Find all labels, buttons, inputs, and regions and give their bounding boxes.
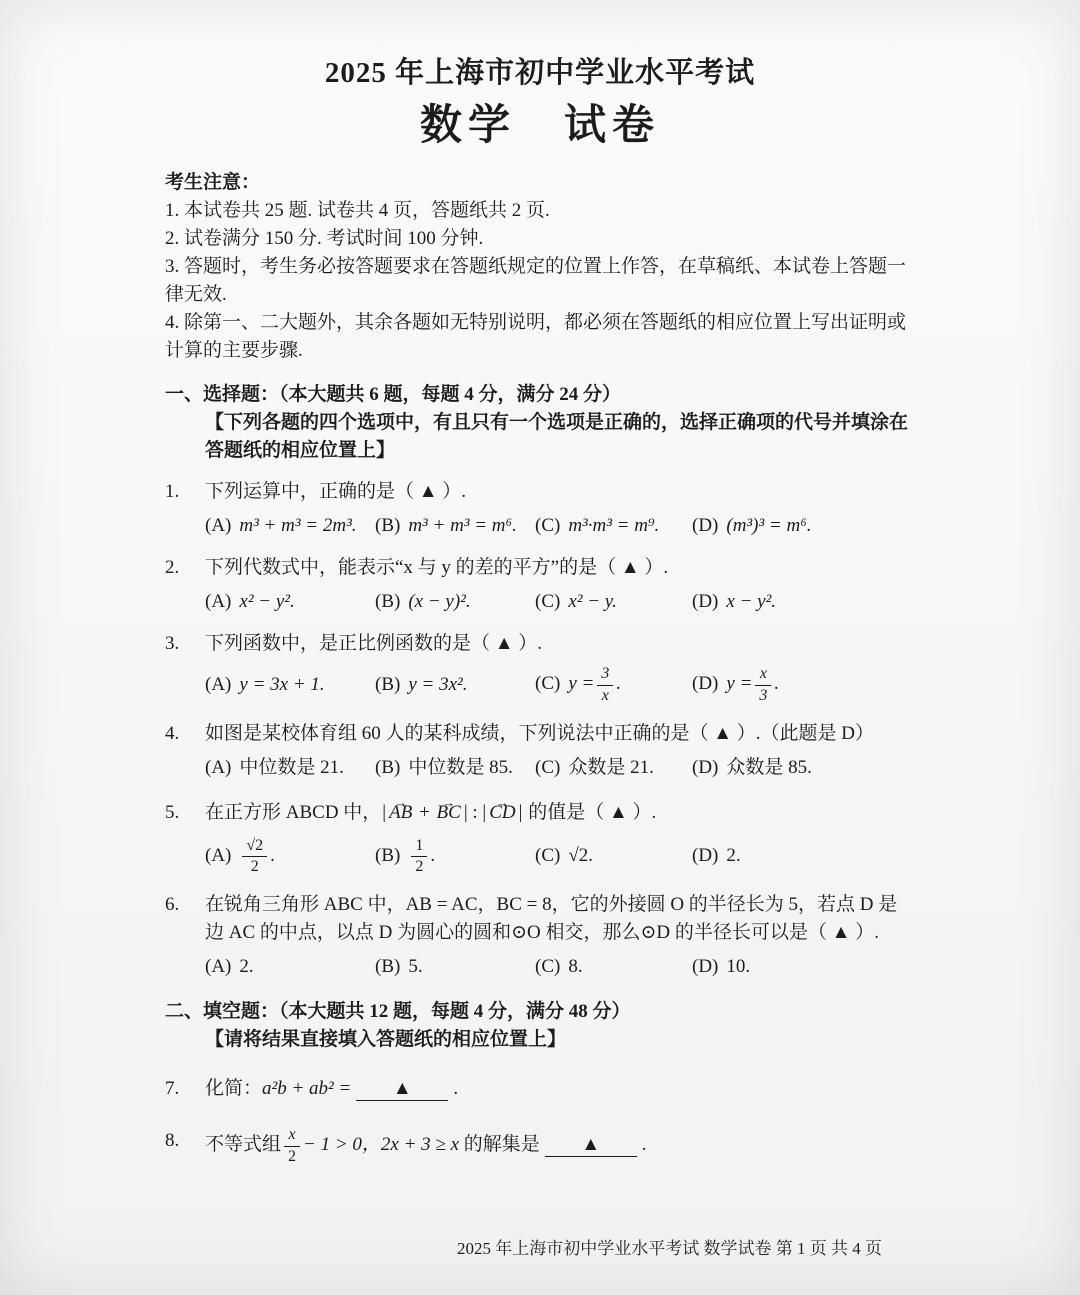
option-c	[535, 953, 692, 981]
option-label: (A)	[205, 756, 232, 778]
option-d	[692, 512, 915, 540]
math-expression: a²b + ab² =	[262, 1078, 352, 1100]
question-3-stem	[165, 630, 915, 658]
section-two-note: 【请将结果直接填入答题纸的相应位置上】	[205, 1029, 567, 1051]
fraction	[411, 837, 427, 877]
option-label: (C)	[535, 515, 561, 536]
option-label: (A)	[205, 844, 232, 866]
option-content	[568, 665, 622, 704]
question-1-options	[165, 511, 915, 541]
question-5-stem	[165, 796, 915, 830]
question-4-options	[165, 753, 915, 783]
question-5-options	[165, 835, 915, 879]
option-content: m³·m³ = m⁹.	[568, 515, 660, 536]
option-label: (B)	[375, 956, 401, 978]
option-content: 10.	[726, 956, 751, 978]
question-5	[165, 796, 915, 879]
option-content: (m³)³ = m⁶.	[726, 515, 812, 536]
exam-subtitle: 数学 试卷	[419, 103, 660, 149]
blank-triangle: ▲	[581, 1134, 601, 1156]
notice-item-3: 3. 答题时，考生务必按答题要求在答题纸规定的位置上作答，在草稿纸、本试卷上答题一律无效.	[165, 256, 907, 305]
page-footer: 2025 年上海市初中学业水平考试 数学试卷 第 1 页 共 4 页	[457, 1239, 882, 1258]
question-2	[165, 554, 915, 617]
fraction-denominator: 2	[288, 1147, 297, 1165]
math-part: y =	[568, 673, 595, 695]
option-label: (A)	[205, 515, 232, 536]
plus-sign: +	[414, 801, 435, 823]
stem-part: 不等式组	[205, 1134, 282, 1156]
fraction	[242, 837, 267, 877]
question-4-stem	[165, 720, 915, 748]
option-label: (C)	[535, 591, 561, 612]
option-label: (A)	[205, 591, 232, 612]
fraction	[284, 1126, 300, 1166]
stem-part: .	[453, 1078, 459, 1100]
answer-blank	[356, 1078, 448, 1101]
abs-bar-close: |	[518, 801, 523, 823]
option-content: 8.	[568, 956, 583, 978]
question-6-stem	[165, 891, 915, 947]
stem-text	[205, 796, 915, 830]
page-title: 2025 年上海市初中学业水平考试	[324, 57, 756, 89]
option-content: 中位数是 85.	[408, 756, 513, 778]
stem-text: 下列运算中，正确的是（ ▲ ）.	[205, 481, 467, 502]
question-7	[165, 1072, 915, 1106]
option-label: (D)	[692, 845, 719, 867]
option-c	[535, 842, 692, 870]
option-content: x² − y².	[239, 591, 295, 612]
question-8	[165, 1124, 915, 1168]
option-content: 众数是 21.	[568, 756, 654, 778]
stem-text	[205, 1072, 915, 1106]
option-label: (B)	[375, 756, 401, 778]
option-c	[535, 588, 692, 616]
stem-text: 下列函数中，是正比例函数的是（ ▲ ）.	[205, 633, 543, 654]
section-one-heading: 一、选择题：（本大题共 6 题，每题 4 分，满分 24 分）	[165, 384, 622, 405]
option-label: (D)	[692, 673, 719, 695]
question-number: 6.	[165, 894, 180, 916]
abs-bar-open: |	[382, 801, 387, 823]
fraction-numerator: √2	[242, 837, 267, 858]
notice-item-1: 1. 本试卷共 25 题. 试卷共 4 页，答题纸共 2 页.	[165, 200, 550, 221]
question-2-options	[165, 587, 915, 617]
option-label: (B)	[375, 844, 401, 866]
option-label: (C)	[535, 756, 561, 778]
option-label: (A)	[205, 956, 232, 978]
option-label: (B)	[375, 673, 401, 695]
stem-part: 的值是（ ▲ ）.	[523, 801, 657, 823]
option-c	[535, 754, 692, 782]
vector-AB: → AB	[389, 796, 412, 830]
option-a	[205, 512, 375, 540]
option-label: (C)	[535, 845, 561, 867]
stem-text: 下列代数式中，能表示“x 与 y 的差的平方”的是（ ▲ ）.	[205, 557, 669, 578]
math-expression: − 1 > 0，2x + 3 ≥ x	[303, 1134, 460, 1156]
option-label: (A)	[205, 673, 232, 695]
vector-BC: → BC	[437, 796, 461, 830]
stem-text: 在锐角三角形 ABC 中，AB = AC，BC = 8，它的外接圆 O 的半径长为 5，若点 D 是边 AC 的中点，以点 D 为圆心的圆和⊙O 相交，那么⊙D 的半径长可以是（ ▲ ）.	[205, 894, 898, 944]
vector-CD: → CD	[489, 796, 515, 830]
option-d	[692, 953, 915, 981]
option-label: (D)	[692, 591, 719, 612]
question-number: 1.	[165, 481, 180, 502]
math-part: .	[430, 844, 436, 866]
math-part: .	[616, 673, 622, 695]
option-content: (x − y)².	[408, 591, 471, 612]
notice-item-4: 4. 除第一、二大题外，其余各题如无特别说明，都必须在答题纸的相应位置上写出证明或计算的主要步骤.	[165, 312, 907, 361]
option-b	[375, 512, 535, 540]
notice-section	[165, 169, 915, 365]
option-a	[205, 671, 375, 699]
option-b	[375, 835, 535, 879]
option-d	[692, 754, 915, 782]
option-label: (D)	[692, 756, 719, 778]
option-label: (B)	[375, 515, 401, 536]
option-a	[205, 754, 375, 782]
option-content: 2.	[726, 845, 741, 867]
fraction	[755, 665, 771, 705]
option-a	[205, 588, 375, 616]
blank-triangle: ▲	[392, 1078, 412, 1100]
option-content: 众数是 85.	[726, 756, 812, 778]
question-number: 5.	[165, 801, 180, 823]
option-label: (B)	[375, 591, 401, 612]
option-b	[375, 953, 535, 981]
option-content: √2.	[568, 845, 594, 867]
question-3-options	[165, 663, 915, 707]
option-label: (D)	[692, 515, 719, 536]
option-label: (C)	[535, 673, 561, 695]
option-d	[692, 663, 915, 707]
option-content: 2.	[239, 956, 254, 978]
fraction-denominator: 2	[250, 858, 259, 876]
question-number: 8.	[165, 1130, 180, 1152]
question-6-options	[165, 952, 915, 982]
answer-blank	[545, 1134, 637, 1157]
option-content: 中位数是 21.	[239, 756, 344, 778]
fraction-numerator: x	[284, 1126, 300, 1147]
section-one-note: 【下列各题的四个选项中，有且只有一个选项是正确的，选择正确项的代号并填涂在答题纸的相应位置上】	[205, 412, 909, 461]
fraction	[597, 665, 613, 705]
question-3	[165, 630, 915, 707]
option-a	[205, 953, 375, 981]
fraction-numerator: 3	[597, 665, 613, 686]
option-d	[692, 588, 915, 616]
option-b	[375, 754, 535, 782]
option-content: x − y².	[726, 591, 777, 612]
section-two-heading: 二、填空题：（本大题共 12 题，每题 4 分，满分 48 分）	[165, 1001, 631, 1023]
fraction-denominator: 3	[759, 686, 768, 704]
option-content	[239, 836, 275, 876]
fraction-numerator: x	[755, 665, 771, 686]
question-7-stem	[165, 1072, 915, 1106]
option-c	[535, 512, 692, 540]
option-content: 5.	[408, 956, 423, 978]
option-d	[692, 842, 915, 870]
question-2-stem	[165, 554, 915, 582]
option-content: m³ + m³ = m⁶.	[408, 515, 517, 536]
question-number: 4.	[165, 722, 180, 744]
question-4	[165, 720, 915, 783]
option-b	[375, 671, 535, 699]
question-6	[165, 891, 915, 982]
fraction-denominator: 2	[415, 858, 424, 876]
option-c	[535, 663, 692, 707]
stem-text: 如图是某校体育组 60 人的某科成绩，下列说法中正确的是（ ▲ ）.（此题是 D）	[205, 722, 875, 744]
stem-part: 的解集是	[459, 1134, 540, 1156]
stem-part: 在正方形 ABCD 中，	[205, 801, 382, 823]
math-part: .	[774, 673, 780, 695]
option-label: (D)	[692, 956, 719, 978]
stem-part: .	[641, 1134, 647, 1156]
option-content	[408, 836, 436, 876]
notice-heading: 考生注意：	[165, 172, 261, 193]
option-b	[375, 588, 535, 616]
question-8-stem	[165, 1124, 915, 1168]
option-content: m³ + m³ = 2m³.	[239, 515, 357, 536]
math-part: y =	[726, 673, 753, 695]
option-content: x² − y.	[568, 591, 617, 612]
question-1	[165, 478, 915, 541]
option-content: y = 3x + 1.	[239, 673, 325, 695]
math-part: .	[270, 844, 275, 866]
option-a	[205, 835, 375, 879]
fraction-numerator: 1	[411, 837, 427, 858]
question-number: 2.	[165, 557, 180, 578]
stem-text	[205, 1124, 915, 1168]
fraction-denominator: x	[601, 686, 609, 704]
abs-bar-middle: | : |	[463, 801, 487, 823]
option-label: (C)	[535, 956, 561, 978]
notice-item-2: 2. 试卷满分 150 分. 考试时间 100 分钟.	[165, 228, 484, 249]
question-number: 3.	[165, 633, 180, 654]
question-number: 7.	[165, 1078, 180, 1100]
option-content	[726, 665, 780, 704]
stem-part: 化简：	[205, 1078, 263, 1100]
question-1-stem	[165, 478, 915, 506]
option-content: y = 3x².	[408, 673, 468, 695]
